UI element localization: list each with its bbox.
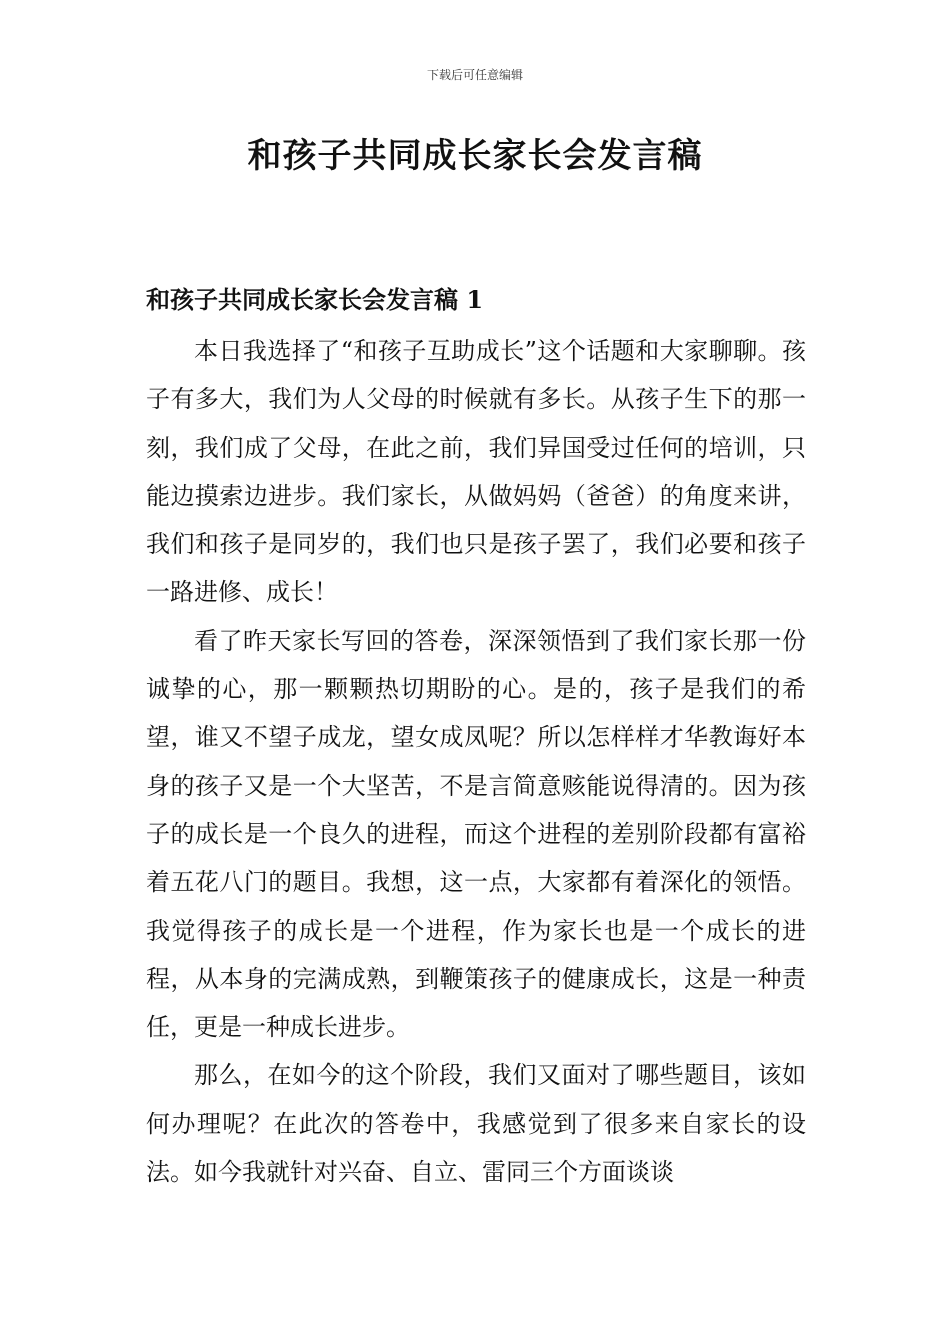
paragraph: 本日我选择了“和孩子互助成长”这个话题和大家聊聊。孩子有多大，我们为人父母的时候就有多长。从孩子生下的那一刻，我们成了父母，在此之前，我们异国受过任何的培训，只能边摸索边进步。我们家长，从做妈妈（爸爸）的角度来讲，我们和孩子是同岁的，我们也只是孩子罢了，我们必要和孩子一路进修、成长！	[146, 337, 806, 607]
section-heading: 和孩子共同成长家长会发言稿 1	[146, 285, 484, 314]
paragraph: 看了昨天家长写回的答卷，深深领悟到了我们家长那一份诚挚的心，那一颗颗热切期盼的心。是的，孩子是我们的希望，谁又不望子成龙，望女成凤呢？所以怎样样才华教诲好本身的孩子又是一个大坚苦，不是言简意赅能说得清的。因为孩子的成长是一个良久的进程，而这个进程的差别阶段都有富裕着五花八门的题目。我想，这一点，大家都有着深化的领悟。我觉得孩子的成长是一个进程，作为家长也是一个成长的进程，从本身的完满成熟，到鞭策孩子的健康成长，这是一种责任，更是一种成长进步。	[146, 626, 806, 1042]
document-body	[146, 327, 806, 1196]
paragraph: 那么，在如今的这个阶段，我们又面对了哪些题目，该如何办理呢？在此次的答卷中，我感觉到了很多来自家长的设法。如今我就针对兴奋、自立、雷同三个方面谈谈	[146, 1061, 806, 1187]
header-note: 下载后可任意编辑	[426, 68, 523, 82]
document-title: 和孩子共同成长家长会发言稿	[247, 136, 703, 176]
